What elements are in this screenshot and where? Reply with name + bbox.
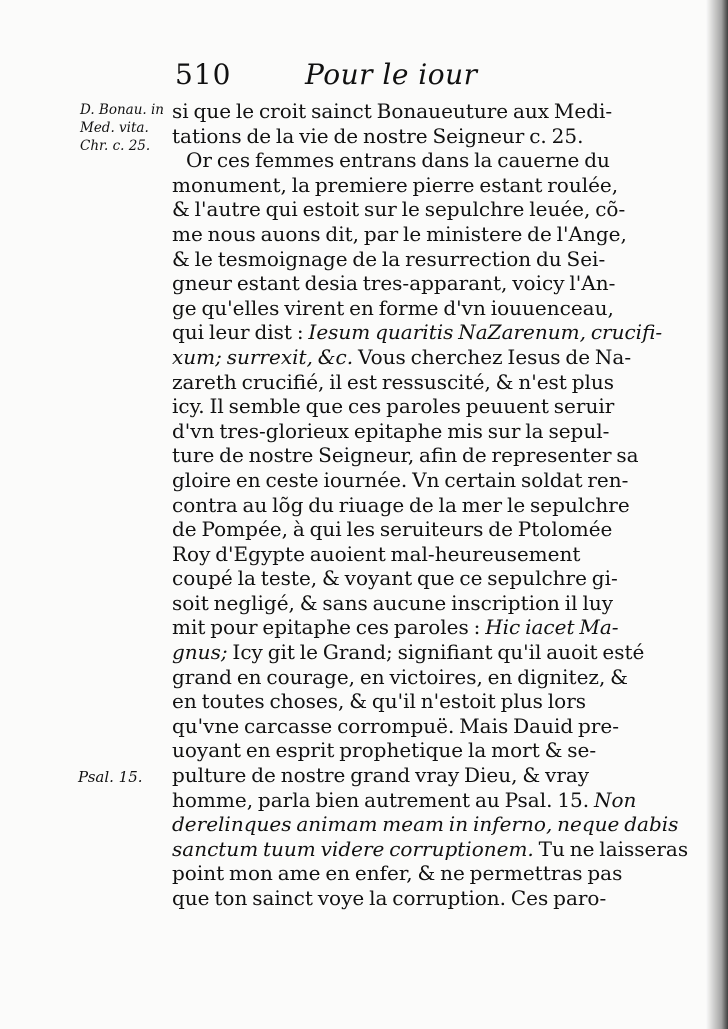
- text-line: Or ces femmes entrans dans la cauerne du: [186, 148, 610, 173]
- latin-quote: derelinques animam meam in inferno, neque dabis: [172, 812, 679, 837]
- margin-note-line: Chr. c. 25.: [80, 138, 151, 154]
- text-line: ture de nostre Seigneur, afin de representer sa: [172, 443, 639, 468]
- text-line: homme, parla bien autrement au Psal. 15. Non: [172, 787, 637, 812]
- text-line: & le tesmoignage de la resurrection du Sei-: [172, 246, 606, 271]
- text-line: pulture de nostre grand vray Dieu, & vray: [172, 763, 590, 788]
- text-line: point mon ame en enfer, & ne permettras pas: [172, 861, 623, 886]
- page-gutter-shadow: [706, 0, 728, 1029]
- margin-note-line: Psal. 15.: [78, 768, 143, 786]
- text-line: Roy d'Egypte auoient mal-heureusement: [172, 541, 581, 566]
- margin-note-psalm: [78, 768, 143, 786]
- margin-note-bonaventure: [80, 101, 164, 155]
- latin-quote: sanctum tuum videre corruptionem.: [172, 836, 534, 861]
- latin-quote: Non: [594, 787, 637, 812]
- text-line: si que le croit sainct Bonaueuture aux Medi-: [172, 99, 613, 123]
- text-line: coupé la teste, & voyant que ce sepulchre gi-: [172, 566, 618, 591]
- margin-note-line: Med. vita.: [80, 120, 149, 136]
- text-line: gloire en ceste iournée. Vn certain soldat ren-: [172, 467, 629, 492]
- text-line: ge qu'elles virent en forme d'vn iouuenceau,: [172, 295, 614, 320]
- text-line: [172, 812, 679, 837]
- text-line: qu'vne carcasse corrompuë. Mais Dauid pre-: [172, 713, 619, 738]
- body-text: [172, 99, 689, 911]
- running-title: Pour le iour: [305, 58, 478, 91]
- latin-quote: Hic iacet Ma-: [485, 615, 619, 640]
- latin-quote: gnus;: [172, 640, 228, 665]
- margin-note-line: D. Bonau. in: [80, 102, 165, 118]
- latin-quote: xum; surrexit, &c.: [172, 344, 354, 369]
- text-line: sanctum tuum videre corruptionem. Tu ne laisseras: [172, 836, 689, 861]
- text-line: en toutes choses, & qu'il n'estoit plus lors: [172, 689, 587, 714]
- text-line: xum; surrexit, &c. Vous cherchez Iesus de Na-: [172, 344, 632, 369]
- text-line: & l'autre qui estoit sur le sepulchre leuée, cõ-: [172, 197, 626, 222]
- text-line: de Pompée, à qui les seruiteurs de Ptolomée: [172, 517, 613, 542]
- latin-quote: Iesum quaritis NaZarenum, crucifi-: [308, 320, 663, 345]
- text-line: tations de la vie de nostre Seigneur c. 25.: [172, 123, 584, 148]
- text-line: icy. Il semble que ces paroles peuuent seruir: [172, 394, 615, 419]
- running-head: [175, 58, 595, 98]
- text-line: que ton sainct voye la corruption. Ces paro-: [172, 886, 607, 910]
- text-line: gneur estant desia tres-apparant, voicy l'An-: [172, 271, 616, 296]
- text-line: d'vn tres-glorieux epitaphe mis sur la sepul-: [172, 418, 610, 443]
- text-line: mit pour epitaphe ces paroles : Hic iacet Ma-: [172, 615, 619, 640]
- page-number: 510: [175, 58, 232, 91]
- text-line: monument, la premiere pierre estant roulée,: [172, 172, 619, 197]
- text-line: qui leur dist : Iesum quaritis NaZarenum, crucifi-: [172, 320, 663, 345]
- text-line: grand en courage, en victoires, en dignitez, &: [172, 664, 628, 689]
- text-line: uoyant en esprit prophetique la mort & se-: [172, 738, 597, 763]
- text-line: contra au lõg du riuage de la mer le sepulchre: [172, 492, 630, 517]
- text-line: me nous auons dit, par le ministere de l'Ange,: [172, 221, 627, 246]
- text-line: gnus; Icy git le Grand; signifiant qu'il auoit esté: [172, 640, 645, 665]
- text-line: soit negligé, & sans aucune inscription il luy: [172, 590, 614, 615]
- text-line: zareth crucifié, il est ressuscité, & n'est plus: [172, 369, 615, 394]
